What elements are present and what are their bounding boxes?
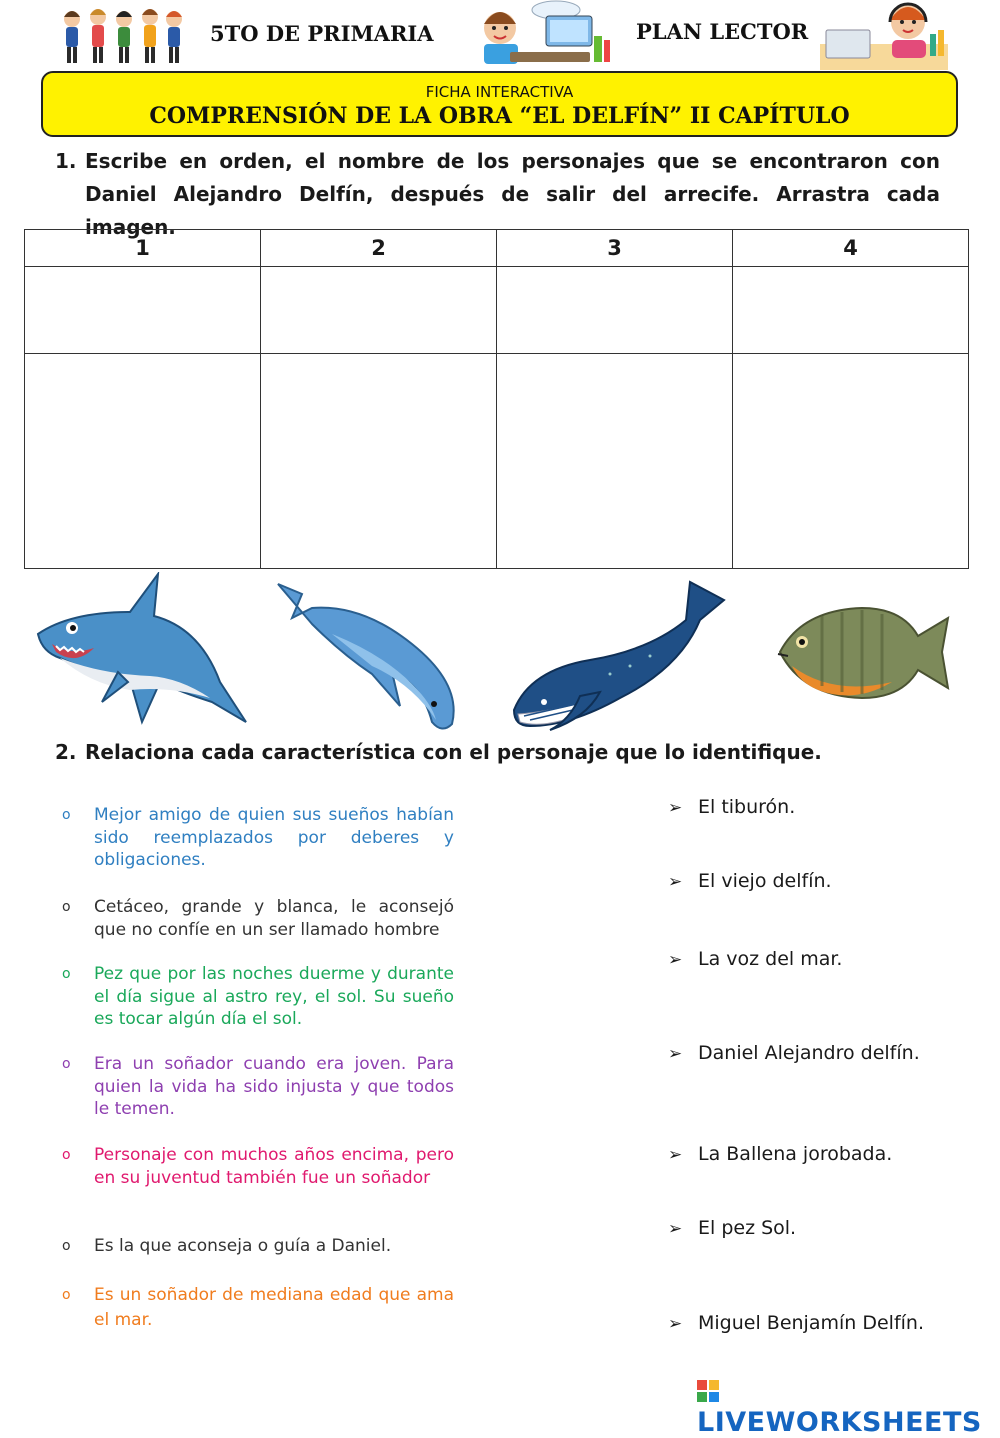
name-answer-cell-1[interactable] [25,267,261,354]
humpback-whale-icon[interactable] [510,580,730,740]
question-1 [55,145,940,239]
arrow-bullet-icon: ➢ [668,798,683,818]
table-header-1: 1 [25,230,261,267]
white-dolphin-icon[interactable] [272,574,482,740]
image-drop-cell-4[interactable] [733,354,969,569]
table-header-4: 4 [733,230,969,267]
image-drop-cell-3[interactable] [497,354,733,569]
banner-subtitle: FICHA INTERACTIVA [425,83,574,101]
characteristic-item[interactable]: o Es un soñador de mediana edad que ama el mar. [62,1285,454,1330]
question-2 [55,736,940,770]
question-1-text: Escribe en orden, el nombre de los personajes que se encontraron con Daniel Alejandro Delfín, después de salir del arrecife. Arrastra cada imagen. [85,149,940,239]
name-answer-cell-2[interactable] [261,267,497,354]
arrow-bullet-icon: ➢ [668,1219,683,1239]
liveworksheets-logo-icon [697,1378,719,1400]
circle-bullet-icon: o [62,1287,71,1303]
characteristic-item[interactable]: o Mejor amigo de quien sus sueños habían sido reemplazados por deberes y obligaciones. [62,805,454,870]
characteristic-item[interactable]: o Cetáceo, grande y blanca, le aconsejó que no confíe en un ser llamado hombre [62,897,454,940]
characteristic-item[interactable]: o Pez que por las noches duerme y durante el día sigue al astro rey, el sol. Su sueño es tocar algún día el sol. [62,964,454,1029]
question-1-number: 1. [55,149,77,173]
arrow-bullet-icon: ➢ [668,950,683,970]
grade-title: 5TO DE PRIMARIA [210,21,434,46]
question-2-text: Relaciona cada característica con el personaje que lo identifique. [85,740,822,764]
program-title: PLAN LECTOR [636,19,809,44]
circle-bullet-icon: o [62,899,71,915]
circle-bullet-icon: o [62,807,71,823]
circle-bullet-icon: o [62,1147,71,1163]
question-2-number: 2. [55,740,77,764]
arrow-bullet-icon: ➢ [668,1314,683,1334]
liveworksheets-logo: LIVEWORKSHEETS [697,1376,1000,1438]
character-option[interactable]: ➢ La Ballena jorobada. [668,1143,893,1165]
characteristic-item[interactable]: o Personaje con muchos años encima, pero en su juventud también fue un soñador [62,1145,454,1188]
circle-bullet-icon: o [62,966,71,982]
child-with-laptop-illustration [470,0,616,74]
character-option[interactable]: ➢ Miguel Benjamín Delfín. [668,1312,924,1334]
arrow-bullet-icon: ➢ [668,872,683,892]
name-answer-cell-4[interactable] [733,267,969,354]
characteristic-item[interactable]: o Es la que aconseja o guía a Daniel. [62,1236,392,1256]
character-option[interactable]: ➢ La voz del mar. [668,948,843,970]
students-group-illustration [58,5,186,71]
character-option[interactable]: ➢ El viejo delfín. [668,870,832,892]
banner-title: COMPRENSIÓN DE LA OBRA “EL DELFÍN” II CAPÍTULO [149,103,850,129]
title-banner [41,71,958,137]
image-drop-cell-1[interactable] [25,354,261,569]
image-drop-cell-2[interactable] [261,354,497,569]
character-option[interactable]: ➢ Daniel Alejandro delfín. [668,1042,920,1064]
order-table [24,229,969,569]
table-header-3: 3 [497,230,733,267]
shark-icon[interactable] [30,572,252,738]
arrow-bullet-icon: ➢ [668,1044,683,1064]
characteristic-item[interactable]: o Era un soñador cuando era joven. Para quien la vida ha sido injusta y que todos le temen. [62,1054,454,1119]
circle-bullet-icon: o [62,1238,71,1254]
name-answer-cell-3[interactable] [497,267,733,354]
arrow-bullet-icon: ➢ [668,1145,683,1165]
character-option[interactable]: ➢ El pez Sol. [668,1217,797,1239]
circle-bullet-icon: o [62,1056,71,1072]
table-header-2: 2 [261,230,497,267]
character-option[interactable]: ➢ El tiburón. [668,796,796,818]
girl-with-headset-illustration [820,0,950,76]
sunfish-icon[interactable] [772,596,950,710]
